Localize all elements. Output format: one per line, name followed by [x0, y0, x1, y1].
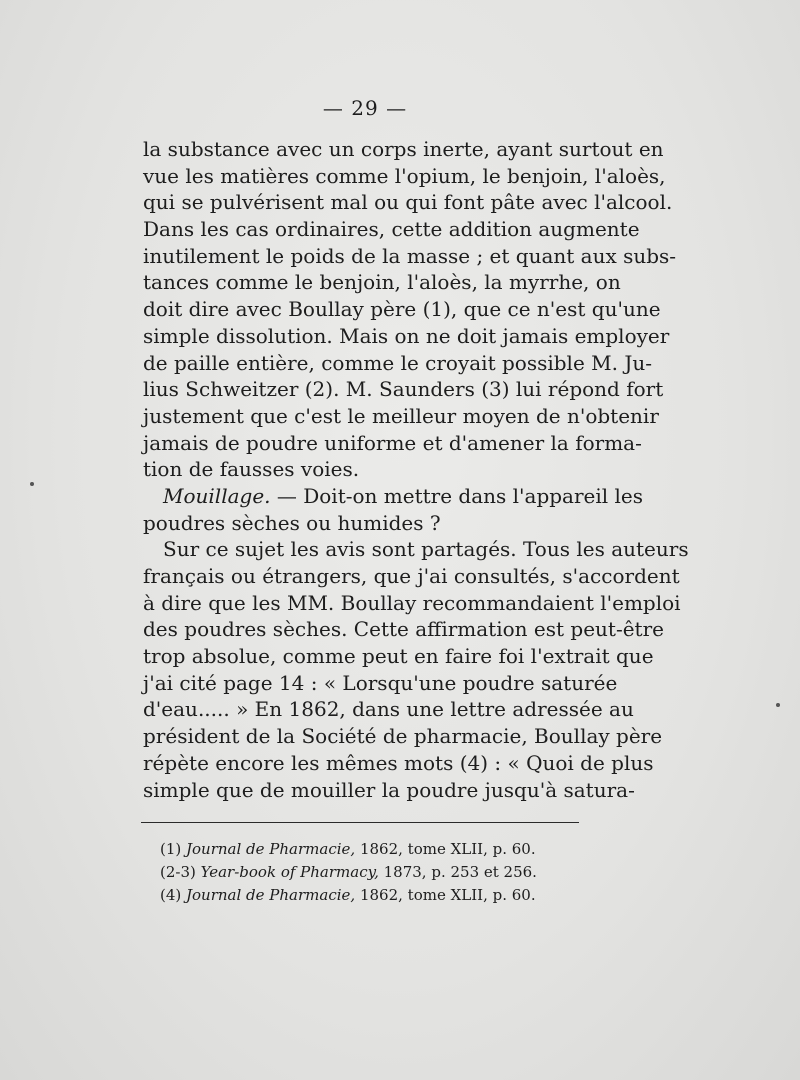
text-line: la substance avec un corps inerte, ayant surtout en: [143, 137, 664, 161]
text-line: tances comme le benjoin, l'aloès, la myrrhe, on: [143, 270, 621, 295]
footnote-source: Journal de Pharmacie,: [186, 886, 356, 904]
section-heading-question: — Doit-on mettre dans l'appareil les: [270, 483, 644, 508]
text-line: inutilement le poids de la masse ; et quant aux subs-: [143, 243, 677, 268]
footnote-source: Year-book of Pharmacy,: [200, 863, 379, 881]
footnote-mark: (4): [160, 886, 187, 904]
text-line: répète encore les mêmes mots (4) : « Quoi de plus: [143, 750, 654, 775]
footnote-4: [160, 884, 580, 907]
text-line: qui se pulvérisent mal ou qui font pâte avec l'alcool.: [143, 190, 673, 215]
body-text: [143, 136, 689, 803]
text-line: simple que de mouiller la poudre jusqu'à satura-: [143, 777, 635, 802]
footnote-1: [160, 838, 580, 861]
text-line: à dire que les MM. Boullay recommandaient l'emploi: [143, 590, 681, 615]
section-heading-mouillage: Mouillage.: [163, 483, 271, 508]
text-line: trop absolue, comme peut en faire foi l'extrait que: [143, 644, 654, 669]
footnote-detail: 1862, tome XLII, p. 60.: [355, 886, 536, 904]
text-line: j'ai cité page 14 : « Lorsqu'une poudre saturée: [143, 670, 618, 695]
page-number: — 29 —: [322, 96, 408, 120]
text-line: de paille entière, comme le croyait possible M. Ju-: [143, 350, 652, 375]
text-line: jamais de poudre uniforme et d'amener la forma-: [143, 430, 642, 455]
footnote-detail: 1873, p. 253 et 256.: [378, 863, 537, 881]
text-line: des poudres sèches. Cette affirmation est peut-être: [143, 617, 664, 642]
text-line: lius Schweitzer (2). M. Saunders (3) lui répond fort: [143, 377, 664, 402]
text-line: d'eau..... » En 1862, dans une lettre adressée au: [143, 697, 634, 722]
footnote-source: Journal de Pharmacie,: [186, 840, 356, 858]
section-heading-line: [143, 483, 644, 510]
paper-speck: [30, 482, 34, 486]
text-line: simple dissolution. Mais on ne doit jamais employer: [143, 323, 670, 348]
footnote-mark: (2-3): [160, 863, 201, 881]
footnotes: [160, 838, 580, 907]
text-line: tion de fausses voies.: [143, 457, 360, 482]
paper-speck: [776, 703, 780, 707]
footnote-2-3: [160, 861, 580, 884]
footnote-rule: [141, 822, 579, 823]
footnote-mark: (1): [160, 840, 187, 858]
text-line: poudres sèches ou humides ?: [143, 510, 441, 535]
text-line: président de la Société de pharmacie, Boullay père: [143, 724, 663, 749]
text-line: français ou étrangers, que j'ai consultés, s'accordent: [143, 564, 680, 588]
text-line: justement que c'est le meilleur moyen de n'obtenir: [143, 403, 659, 428]
text-line: Dans les cas ordinaires, cette addition augmente: [143, 217, 640, 242]
text-line: Sur ce sujet les avis sont partagés. Tous les auteurs: [163, 537, 689, 562]
text-line: doit dire avec Boullay père (1), que ce n'est qu'une: [143, 297, 661, 322]
text-line: vue les matières comme l'opium, le benjoin, l'aloès,: [143, 163, 666, 188]
footnote-detail: 1862, tome XLII, p. 60.: [355, 840, 536, 858]
